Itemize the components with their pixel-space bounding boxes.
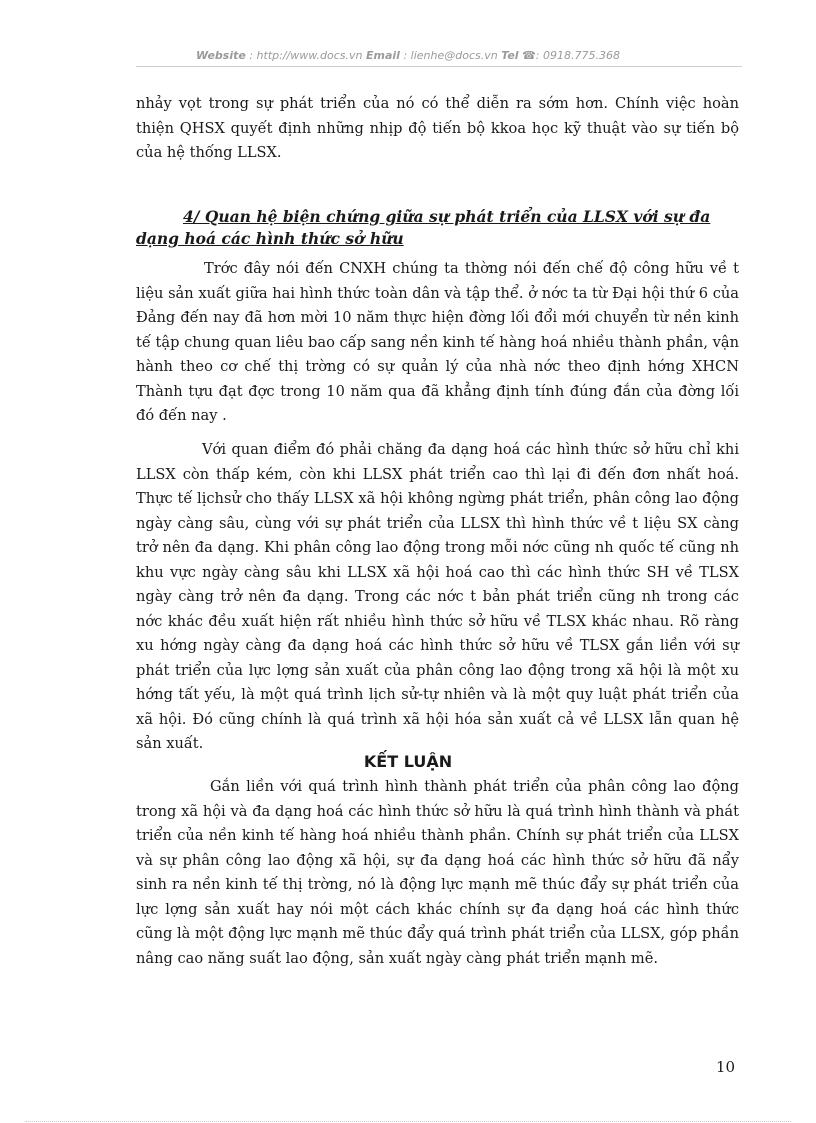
website-value[interactable]: : http://www.docs.vn	[249, 49, 363, 62]
tel-value: ☎: 0918.775.368	[522, 49, 620, 62]
email-value[interactable]: : lienhe@docs.vn	[403, 49, 498, 62]
section-heading: 4/ Quan hệ biện chứng giữa sự phát triển của LLSX với sự đa dạng hoá các hình thức sở hữu	[136, 207, 711, 248]
paragraph-section-2: Với quan điểm đó phải chăng đa dạng hoá các hình thức sở hữu chỉ khi LLSX còn thấp kém, còn khi LLSX phát triển cao thì lại đi đến đơn nhất hoá. Thực tế lịchsử cho thấy LLSX xã hội không ngừng phát triển, phân công lao động ngày càng sâu, cùng với sự phát triển của LLSX thì hình thức về t liệu SX càng trở nên đa dạng. Khi phân công lao động trong mỗi nớc cũng nh quốc tế cũng nh khu vực ngày càng sâu khi LLSX xã hội hoá cao thì các hình thức SH về TLSX ngày càng trở nên đa dạng. Trong các nớc t bản phát triển cũng nh trong các nớc khác đều xuất hiện rất nhiều hình thức sở hữu về TLSX khác nhau. Rõ ràng xu hớng ngày càng đa dạng hoá các hình thức sở hữu về TLSX gắn liền với sự phát triển của lực lợng sản xuất của phân công lao động trong xã hội là một xu hớng tất yếu, là một quá trình lịch sử-tự nhiên và là một quy luật phát triển của xã hội. Đó cũng chính là quá trình xã hội hóa sản xuất cả về LLSX lẫn quan hệ sản xuất.	[136, 441, 739, 752]
page-number: 10	[716, 1058, 736, 1076]
paragraph-section-1: Trớc đây nói đến CNXH chúng ta thờng nói đến chế độ công hữu về t liệu sản xuất giữa hai hình thức toàn dân và tập thể. ở nớc ta từ Đại hội thứ 6 của Đảng đến nay đã hơn mời 10 năm thực hiện đờng lối đổi mới chuyển từ nền kinh tế tập chung quan liêu bao cấp sang nền kinh tế hàng hoá nhiều thành phần, vận hành theo cơ chế thị trờng có sự quản lý của nhà nớc theo định hớng XHCN Thành tựu đạt đợc trong 10 năm qua đã khẳng định tính đúng đắn của đờng lối đó đến nay .	[136, 260, 739, 424]
page-header	[0, 49, 816, 62]
tel-label: Tel	[501, 49, 519, 62]
website-label: Website	[196, 49, 246, 62]
paragraph-intro: nhảy vọt trong sự phát triển của nó có thể diễn ra sớm hơn. Chính việc hoàn thiện QHSX quyết định những nhịp độ tiến bộ kkoa học kỹ thuật vào sự tiến bộ của hệ thống LLSX.	[136, 95, 739, 161]
conclusion-title: KẾT LUẬN	[363, 752, 453, 771]
header-divider	[136, 66, 742, 67]
footer-divider	[25, 1121, 791, 1122]
email-label: Email	[366, 49, 400, 62]
paragraph-conclusion: Gắn liền với quá trình hình thành phát triển của phân công lao động trong xã hội và đa dạng hoá các hình thức sở hữu là quá trình hình thành và phát triển của nền kinh tế hàng hoá nhiều thành phần. Chính sự phát triển của LLSX và sự phân công lao động xã hội, sự đa dạng hoá các hình thức sở hữu đã nẩy sinh ra nền kinh tế thị trờng, nó là động lực mạnh mẽ thúc đẩy sự phát triển của lực lợng sản xuất hay nói một cách khác chính sự đa dạng hoá các hình thức cũng là một động lực mạnh mẽ thúc đẩy quá trình phát triển của LLSX, góp phần nâng cao năng suất lao động, sản xuất ngày càng phát triển mạnh mẽ.	[136, 778, 739, 967]
